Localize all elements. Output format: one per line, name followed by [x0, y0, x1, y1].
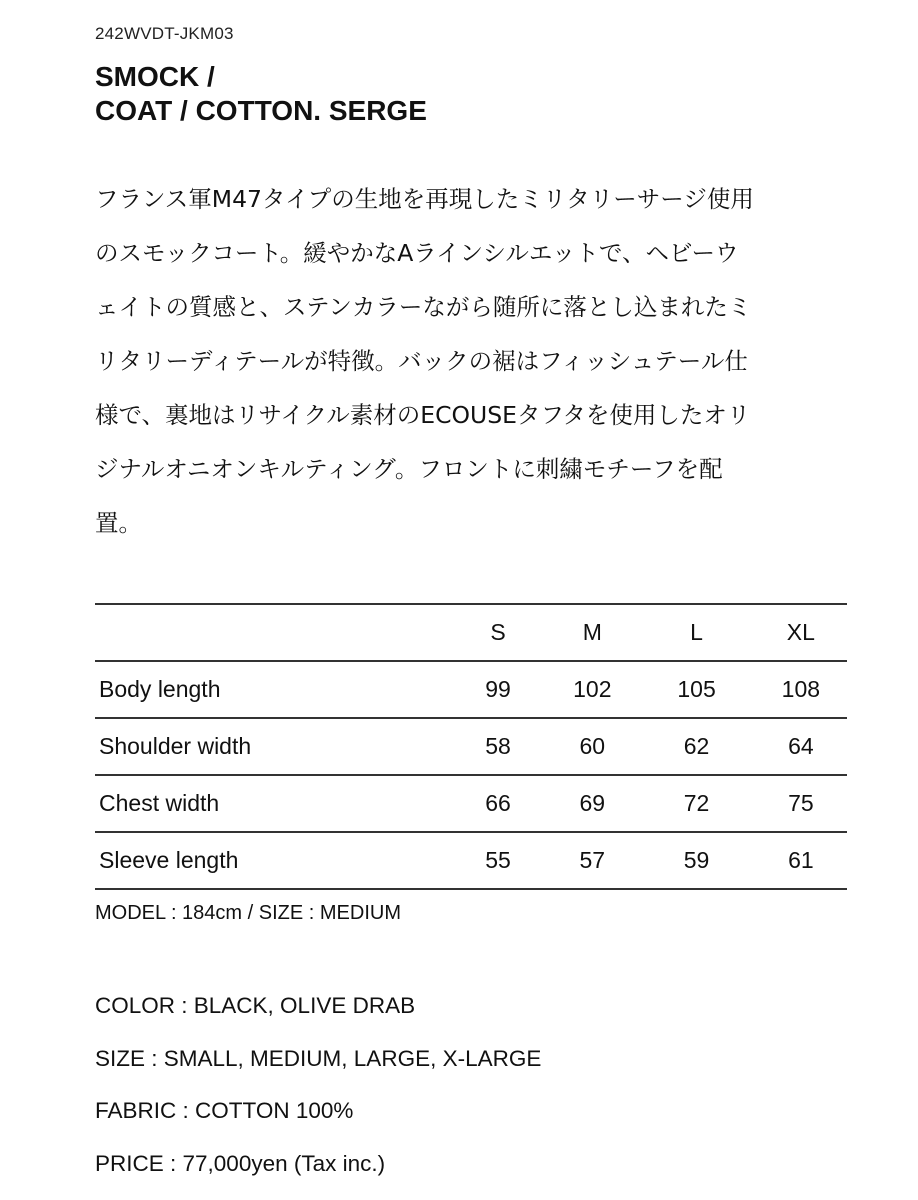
spec-price: PRICE : 77,000yen (Tax inc.) [95, 1150, 386, 1176]
measurement-value: 99 [450, 661, 546, 718]
model-size-note: MODEL : 184cm / SIZE : MEDIUM [95, 902, 401, 924]
description-line: 置。 [95, 509, 142, 537]
table-row [95, 832, 847, 889]
size-header-m: M [546, 604, 638, 661]
measurement-value: 72 [638, 775, 754, 832]
spec-size: SIZE : SMALL, MEDIUM, LARGE, X-LARGE [95, 1045, 542, 1071]
measurement-value: 55 [450, 832, 546, 889]
product-title-line-2: COAT / COTTON. SERGE [95, 95, 427, 126]
spec-color: COLOR : BLACK, OLIVE DRAB [95, 993, 416, 1018]
measurement-value: 66 [450, 775, 546, 832]
size-header-row [95, 604, 847, 661]
measurement-value: 102 [546, 661, 638, 718]
description-line: 様で、裏地はリサイクル素材のECOUSEタフタを使用したオリ [95, 401, 751, 429]
description-line: フランス軍M47タイプの生地を再現したミリタリーサージ使用 [95, 185, 754, 213]
product-title [95, 60, 427, 128]
measurement-value: 62 [638, 718, 754, 775]
size-header-xl: XL [755, 604, 847, 661]
size-header-s: S [450, 604, 546, 661]
measurement-label: Sleeve length [95, 832, 450, 889]
measurement-value: 59 [638, 832, 754, 889]
product-code: 242WVDT-JKM03 [95, 24, 234, 43]
measurement-value: 58 [450, 718, 546, 775]
table-row [95, 775, 847, 832]
measurement-value: 57 [546, 832, 638, 889]
size-chart-table [95, 603, 847, 890]
table-row [95, 718, 847, 775]
measurement-label: Chest width [95, 775, 450, 832]
description-line: ェイトの質感と、ステンカラーながら随所に落とし込まれたミ [95, 293, 752, 321]
product-title-line-1: SMOCK / [95, 61, 215, 92]
measurement-value: 105 [638, 661, 754, 718]
measurement-value: 60 [546, 718, 638, 775]
measurement-value: 61 [755, 832, 847, 889]
description-line: のスモックコート。緩やかなAラインシルエットで、ヘビーウ [95, 239, 739, 267]
measurement-value: 69 [546, 775, 638, 832]
measurement-label: Shoulder width [95, 718, 450, 775]
description-line: ジナルオニオンキルティング。フロントに刺繍モチーフを配 [95, 455, 723, 483]
description-line: リタリーディテールが特徴。バックの裾はフィッシュテール仕 [95, 347, 748, 375]
size-header-label [95, 604, 450, 661]
product-specs [95, 980, 541, 1190]
measurement-value: 64 [755, 718, 847, 775]
table-row [95, 661, 847, 718]
measurement-value: 75 [755, 775, 847, 832]
measurement-value: 108 [755, 661, 847, 718]
measurement-label: Body length [95, 661, 450, 718]
spec-fabric: FABRIC : COTTON 100% [95, 1098, 354, 1123]
size-header-l: L [638, 604, 754, 661]
product-description [95, 172, 835, 550]
